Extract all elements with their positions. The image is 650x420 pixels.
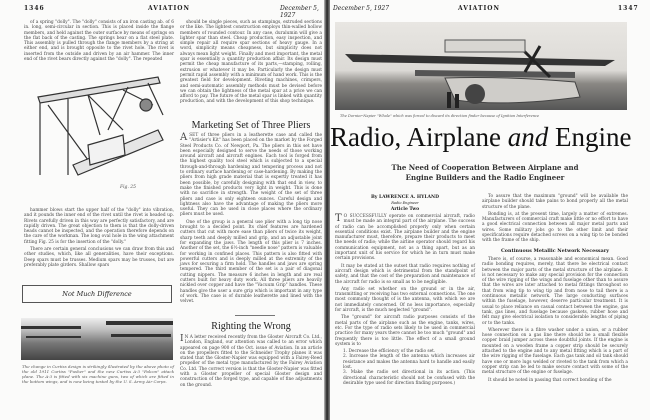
section-subheading: Continuous Metallic Network Necessary	[500, 248, 610, 254]
paragraph: It may be stated at the outset that radio requires nothing of aircraft design which is detrimental from the standpoint of safety, and that the cost of the preparation and maintenance of the aircraft for radio is so small as to be negligible.	[335, 263, 475, 285]
righting-heading: Righting the Wrong	[211, 321, 291, 332]
drop-cap: T	[335, 213, 342, 224]
issue-date: December 5, 1927	[280, 5, 319, 19]
list-item: 1. Decrease the efficiency of the radio set.	[343, 349, 436, 355]
list-item: 3. Make the radio set directional in its action. (This directional characteristic should not be confused with the desirable type used for direction finding purposes.)	[343, 370, 475, 386]
divider	[235, 315, 275, 316]
article-number: Article Two	[390, 207, 420, 212]
article-text-bottom	[24, 208, 174, 276]
page-number: 1347	[618, 5, 639, 12]
paragraph: O SUCCESSFULLY operate on commercial aircraft, radio must be made an integral part of the airplane. The success of radio can be accomplished properly only when certain essential conditions exist. The airplane builder and the engine manufacturer must, therefore, prepare their products to meet the needs of radio; while the airline operator should regard his communication equipment, not as a thing apart, but as an important unit of his service for which he in turn must make certain provisions.	[335, 214, 475, 262]
issue-date: December 5, 1927	[333, 5, 390, 12]
running-header: AVIATION	[458, 5, 500, 12]
page-number: 1346	[24, 5, 45, 12]
article-text-top	[24, 20, 174, 63]
left-page	[0, 0, 324, 420]
byline: By LAWRENCE A. HYLAND	[370, 195, 440, 200]
paragraph: Any radio set whether on the ground or in the air, transmitting or receiving has two external connections. The one most commonly thought of is the antenna, with which we are not immediately concerned. Of no less importance, especially for aircraft, is the much neglected "ground".	[335, 286, 476, 314]
paragraph: One of the group is a general use plier with a long tip nose brought to a decided point. Its chief features are hardened cutters that cut with more ease than pliers of twice its weight, sharp teeth and deeply milled and grip, and an adjustable joint for expanding the jaws. The length of this plier is 7 inches. Another of the set, the 6½-inch "needle nose" pattern is valuable for working in confined places. This pattern is also fitted with powerful cutters and is deeply milled at the extremity of the jaws for securing a firm hold. The handles and jaws are spring tempered. The third member of the set is a pair of diagonal cutting nippers. The measure 6 inches in length and are real cutters built for heavy duty work. All three pliers are heavily nickled over copper and have the "Vacuum Grip" handles. These handles give the user a sure grip which is important in any type of work. The case is of durable leatherette and lined with the velvet.	[180, 219, 322, 305]
sidebar-title: Not Much Difference	[22, 285, 172, 303]
figure-caption: Fig. 25	[120, 185, 137, 190]
righting-text	[180, 335, 322, 397]
article-column-right	[482, 194, 628, 244]
paragraph: hammer blows start the upper half of the "dolly" into vibration, and it pounds the inner end of the rivet until the rivet is headed up. Rivets carefully driven in this way are perfectly satisfactory, and are rapidly driven. The great objection to them is that the dolly-driven heads cannot be inspected, and the operation therefore depends on the care of the workman. The long oval hole in the wing attachment fitting Fig. 25 is for the insertion of the "dolly."	[24, 208, 174, 245]
dornier-whale-photo	[335, 22, 627, 110]
spar-truss-figure	[28, 75, 168, 175]
title-part: Engine	[548, 122, 632, 152]
paragraph: To assure that the maximum "ground" will be available the airplane builder should take pains to bond properly all the metal structure of the plane.	[482, 194, 628, 210]
article-title	[330, 122, 630, 153]
marketing-text	[180, 133, 322, 305]
paragraph: Bonding is, at the present time, largely a matter of extremes. Manufacturers of commercial craft make little or no effort to have a good electrical connection between all major metal parts and wires. Some military jobs go to the other limit and their specifications require detached screws on a wing tip to be bonded with the frame of the ship.	[482, 211, 628, 244]
title-part: Radio, Airplane	[330, 122, 508, 152]
article-subtitle: The Need of Cooperation Between Airplane and Engine Builders and the Radio Engineer	[391, 163, 579, 182]
paragraph: should be single pieces, such as stampings, extruded sections or the like. The lightest construction employs thin-walled hollow members of rounded contour. In any case, duralumin will give a lighter spar than steel. Cheap production, easy inspection, and simple repair all require spar sections of heavy gauge. In a word, simplicity means cheapness, but simplicity does not always mean light weight. Finally and most important, the metal spar is essentially a quantity production affair. Its design must permit the cheap manufacture of its parts,—stamping, rolling, extrusion or whatever it may be. Particularly the design must permit rapid assembly with a minimum of hand work. This is the greatest field for development. Riveting machines, crimpers, and semi-automatic assembly methods must be devised before we can obtain the lightness of the metal spar at a price we can afford to pay. The future of the metal spar is linked with quantity production, and with the development of this shop technique.	[180, 20, 322, 105]
paragraph: SET of three pliers in a leatherette case and called the "Artisier's Kit" has been placed on the market by the Forged Steel Products Co. of Newport, Pa. The pliers in this set have been especially designed to serve the needs of those working around aircraft and aircraft engines. Each tool is forged from the highest quality tool steel which is subjected to a special through-and-through hardening and tempering process and not to ordinary surface hardening or case-hardening. By making the pliers from high grade material that is expertly treated it has been possible, by carefully designing with that end in view, to make the finished products very light in weight. This is done with no sacrifice in strength. The weight of the set of three pliers and case is only eighteen ounces. Careful design and lightness also have the advantage of making the pliers more useful. They can be used in close places where the ordinary pliers must be used.	[180, 133, 322, 218]
marketing-heading: Marketing Set of Three Pliers	[191, 120, 311, 131]
sidebar-caption: The change in Curtiss design is strikingly illustrated by the above photo of the old 1911 Curtiss "Pusher" and the new Curtiss A-3 "Falcon" attack plane. The A-3 is fitted with six machine guns, two of which are fitted in the bottom wings, and is now being tested by the U. S. Army Air Corps.	[22, 364, 174, 384]
paragraph: of a spring "dolly". The "dolly" consists of an iron casting ab. of 6 in. long, semi-circular in section. This is placed inside the flange members, and held against the outer surface by means of springs on the flat back of the casting. The springs bear on a flat steel plate. This assembly is pulled through the flange members by a string at either end, and is brought opposite to the rivet hole. The rivet is inserted from the outside and driven by an air hammer. The inner end of the rivet bears directly against the "dolly". The repeated	[24, 20, 174, 63]
article-column-left	[335, 214, 475, 400]
running-header: AVIATION	[148, 5, 190, 12]
paragraph: There are certain general conclusions we can draw from this and other studies, which, like all generalities, have their exceptions. Deep spars must be trusses. Medium spars may be trusses, but are preferably plate girders. Shallow spars	[24, 247, 174, 268]
drop-cap: A	[180, 132, 188, 143]
article-text-right	[180, 20, 322, 116]
drop-cap: I	[180, 334, 184, 344]
paragraph: The "ground" for aircraft radio purposes consists of the metal parts of the airplane such as the engine, tanks, wires, etc. For the type of radio sets likely to be used in commercial practice for many years there cannot be too much "ground" and frequently there is too little. The effect of a small ground system is to	[335, 315, 475, 347]
author-role: Radio Engineer	[391, 201, 419, 205]
paragraph: There is, of course, a reasonable and economical mean. Good radio bonding requires, merely, that there be electrical contact between the major parts of the metal structure of the airplane. It is not necessary to make any special provision for the connection of the wire rigging of the wings and fuselage other than to assure that the wires are later attached to metal fittings throughout so that from wing tip to wing tip and from nose to tail there is a continuous metallic network. The large conducting surfaces within the fuselage, however, deserve particular treatment. It is usual to place reliance on casual contact between the engine, gas tank, gas lines, and fuselage because gaskets, rubber hose and felt may give electrical isolation to considerable lengths of piping or to the tanks.	[482, 257, 628, 326]
right-page	[330, 0, 650, 420]
paragraph: N A letter received recently from the Gloster Aircraft Co. Ltd., London, England, our attention was called to an error which appeared on page 900 of the Oct. issue of Aviation. In an article on the propellers fitted to the Schneider Trophy planes it was stated that the Gloster-Napier was equipped with a Fairey-Reed propeller of the metal type manufactured by the Fairey Aviation Co. Ltd. The correct version is that the Gloster-Napier was fitted with a Gloster propeller of special Gloster design and construction of the forged type, and capable of fine adjustments on the ground.	[180, 335, 322, 388]
curtiss-planes-photo	[21, 318, 173, 360]
paragraph: It should be noted in passing that correct bonding of the	[488, 377, 612, 383]
article-column-right-2	[482, 257, 628, 397]
photo-caption: The Dornier-Napier "Whale" which was forced to discard its direction finder because of Ignition Interference	[340, 114, 540, 118]
paragraph: Wherever there is a fibre washer under a union, or a rubber hose connection on a gas line there should be a small flexible copper braid jumper across these doubtful joints. If the engine is mounted on a wooden frame a copper strip should be securely attached to the engine and to any metal fitting which is a part of the wire rigging of the fuselage. Each gas tank and oil tank should have one or more lugs welded or riveted to the tank from which a copper strip can be led to make secure contact with some of the metal structure of the engine or fuselage.	[482, 327, 628, 376]
list-item: 2. Increase the length of the antenna which increases air resistance and makes the antenna hard to handle and easily lost.	[343, 354, 475, 371]
title-part: and	[507, 122, 549, 152]
